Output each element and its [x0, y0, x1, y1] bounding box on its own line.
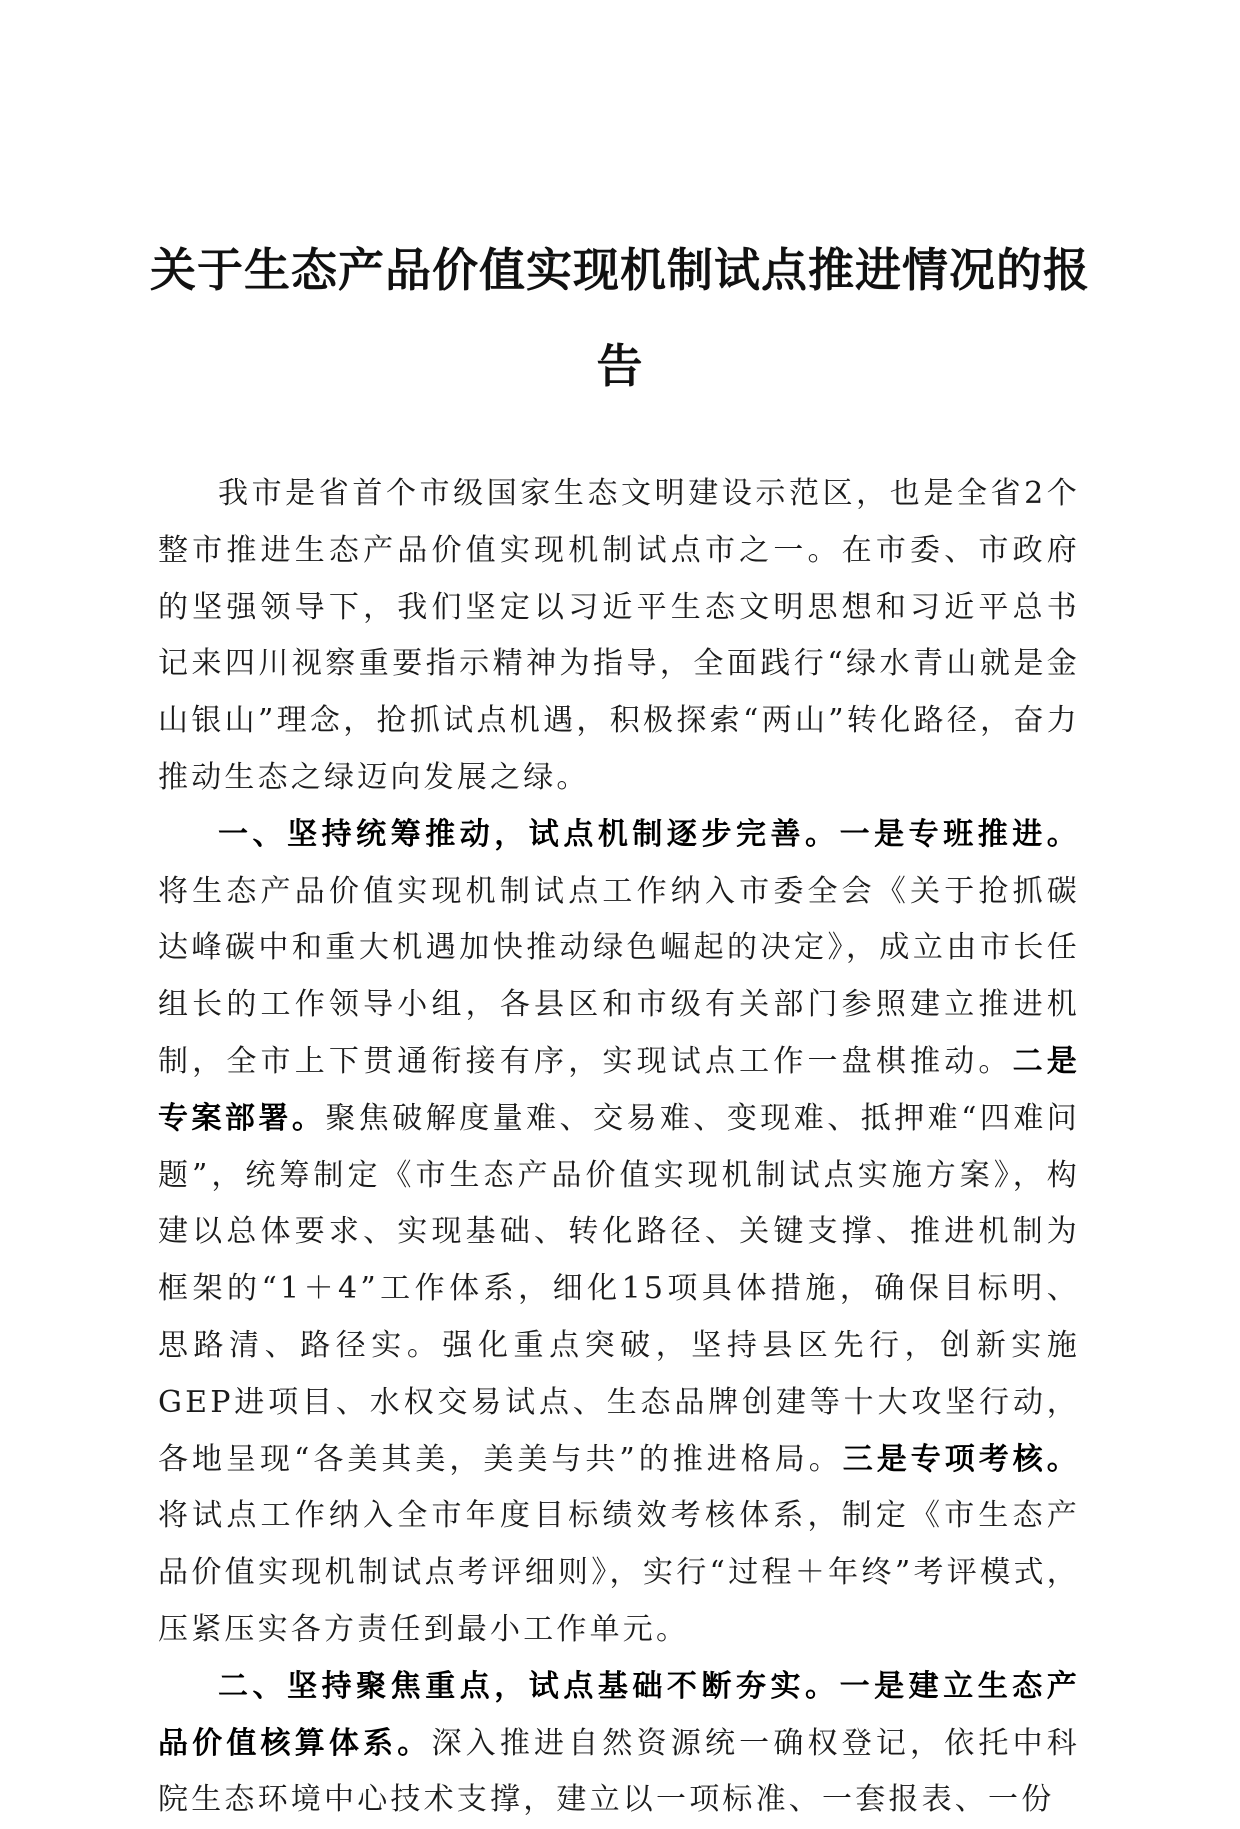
- section-1-point-1-text: 将生态产品价值实现机制试点工作纳入市委全会《关于抢抓碳达峰碳中和重大机遇加快推动绿色崛起的决定》，成立由市长任组长的工作领导小组，各县区和市级有关部门参照建立推进机制，全市上下贯通衔接有序，实现试点工作一盘棋推动。: [158, 873, 1080, 1079]
- document-body: [158, 466, 1080, 1829]
- section-2-paragraph: [158, 1659, 1080, 1829]
- section-1-paragraph: [158, 807, 1080, 1659]
- section-1-point-1-label: 一是专班推进。: [839, 816, 1080, 852]
- section-1-point-2-text: 聚焦破解度量难、交易难、变现难、抵押难“四难问题”，统筹制定《市生态产品价值实现机制试点实施方案》，构建以总体要求、实现基础、转化路径、关键支撑、推进机制为框架的“1＋4”工作体系，细化15项具体措施，确保目标明、思路清、路径实。强化重点突破，坚持县区先行，创新实施GEP进项目、水权交易试点、生态品牌创建等十大攻坚行动，各地呈现“各美其美，美美与共”的推进格局。: [158, 1100, 1081, 1477]
- section-2-point-1-text: 深入推进自然资源统一确权登记，依托中科院生态环境中心技术支撑，建立以一项标准、一套报表、一份: [158, 1725, 1080, 1818]
- document-title: 关于生态产品价值实现机制试点推进情况的报告: [150, 243, 1090, 393]
- section-1-heading: 一、坚持统筹推动，试点机制逐步完善。: [218, 816, 840, 852]
- section-1-point-3-text: 将试点工作纳入全市年度目标绩效考核体系，制定《市生态产品价值实现机制试点考评细则》，实行“过程＋年终”考评模式，压紧压实各方责任到最小工作单元。: [158, 1498, 1080, 1647]
- section-1-point-2-label: 二是专案部署。: [158, 1043, 1080, 1136]
- intro-paragraph: 我市是省首个市级国家生态文明建设示范区，也是全省2个整市推进生态产品价值实现机制试点市之一。在市委、市政府的坚强领导下，我们坚定以习近平生态文明思想和习近平总书记来四川视察重要指示精神为指导，全面践行“绿水青山就是金山银山”理念，抢抓试点机遇，积极探索“两山”转化路径，奋力推动生态之绿迈向发展之绿。: [158, 476, 1080, 795]
- section-2-heading: 二、坚持聚焦重点，试点基础不断夯实。: [218, 1668, 840, 1704]
- section-1-point-3-label: 三是专项考核。: [842, 1441, 1080, 1477]
- section-2-point-1-label: 一是建立生态产品价值核算体系。: [158, 1668, 1080, 1761]
